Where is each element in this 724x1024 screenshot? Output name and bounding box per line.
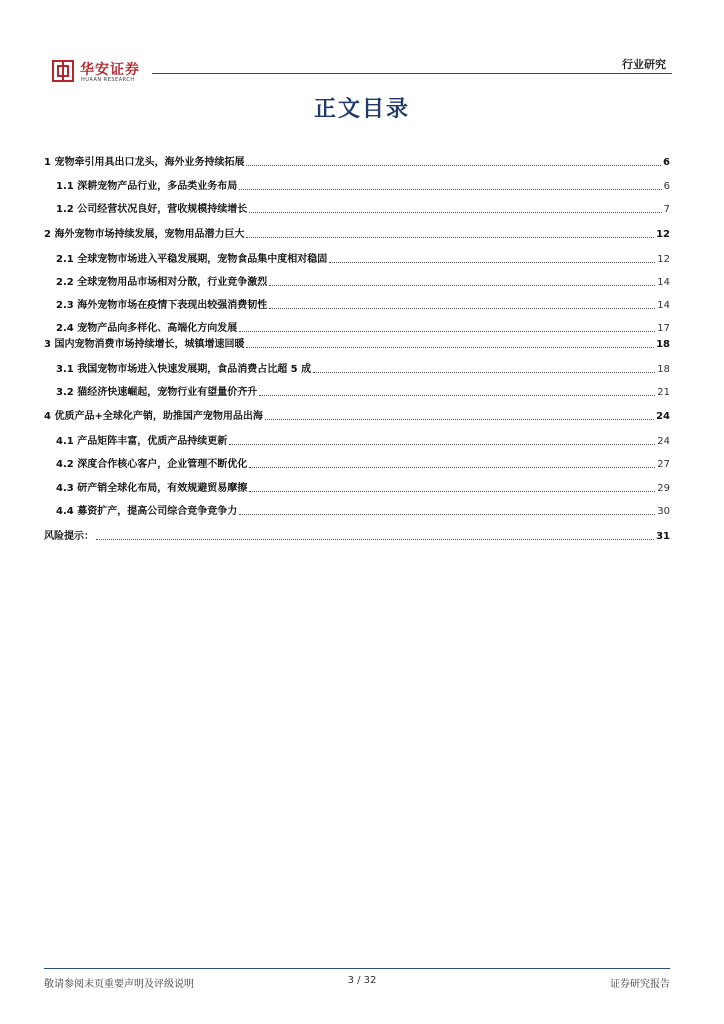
toc-entry[interactable] [44, 273, 670, 289]
toc-entry-title: 2.4 宠物产品向多样化、高端化方向发展 [56, 323, 238, 334]
footer-doc-type: 证券研究报告 [610, 979, 670, 990]
toc-entry[interactable] [44, 296, 670, 312]
toc-entry-page: 12 [657, 254, 670, 265]
toc-entry-page: 6 [663, 157, 670, 168]
toc-entry[interactable] [44, 153, 670, 169]
toc-entry-title: 4.1 产品矩阵丰富，优质产品持续更新 [56, 436, 228, 447]
toc-entry-title: 1.2 公司经营状况良好，营收规模持续增长 [56, 204, 248, 215]
page-header [52, 56, 672, 86]
toc-entry[interactable] [44, 479, 670, 495]
page-title: 正文目录 [313, 97, 410, 122]
toc-leader-dots [249, 212, 661, 213]
toc-entry[interactable] [44, 527, 670, 543]
page-indicator: 3 / 32 [347, 975, 377, 986]
toc-entry-page: 17 [657, 323, 670, 334]
toc-entry[interactable] [44, 250, 670, 266]
toc-leader-dots [246, 165, 661, 166]
toc-entry-title: 2 海外宠物市场持续发展，宠物用品潜力巨大 [44, 229, 245, 240]
toc-entry-title: 3.1 我国宠物市场进入快速发展期，食品消费占比超 5 成 [56, 364, 312, 375]
toc-entry-title: 1.1 深耕宠物产品行业，多品类业务布局 [56, 181, 238, 192]
toc-entry-page: 24 [657, 436, 670, 447]
toc-leader-dots [239, 514, 655, 515]
toc-entry[interactable] [44, 407, 670, 423]
toc-entry[interactable] [44, 502, 670, 518]
toc-leader-dots [239, 189, 661, 190]
toc-entry-title: 1 宠物牵引用具出口龙头，海外业务持续拓展 [44, 157, 245, 168]
report-category: 行业研究 [622, 58, 666, 71]
toc-leader-dots [246, 237, 654, 238]
toc-leader-dots [96, 539, 654, 540]
toc-leader-dots [269, 285, 655, 286]
logo-icon [52, 60, 74, 82]
toc-leader-dots [249, 467, 655, 468]
toc-entry-page: 18 [656, 339, 670, 350]
toc-entry-title: 2.2 全球宠物用品市场相对分散，行业竞争激烈 [56, 277, 268, 288]
toc-leader-dots [246, 347, 654, 348]
logo-text: 华安证券 [80, 62, 140, 78]
toc-entry-title: 4.4 募资扩产，提高公司综合竞争竞争力 [56, 506, 238, 517]
toc-leader-dots [313, 372, 655, 373]
toc-entry-title: 3 国内宠物消费市场持续增长，城镇增速回暖 [44, 339, 245, 350]
toc-entry-page: 18 [657, 364, 670, 375]
logo-subtext: HUAAN RESEARCH [81, 77, 135, 83]
toc-entry-page: 30 [657, 506, 670, 517]
header-divider [152, 73, 672, 74]
toc-entry-title: 风险提示： [44, 531, 94, 542]
toc-entry[interactable] [44, 360, 670, 376]
toc-entry[interactable] [44, 200, 670, 216]
toc-entry-page: 6 [663, 181, 670, 192]
toc-entry-title: 2.1 全球宠物市场进入平稳发展期，宠物食品集中度相对稳固 [56, 254, 328, 265]
footer-disclaimer: 敬请参阅末页重要声明及评级说明 [44, 979, 194, 990]
toc-entry[interactable] [44, 432, 670, 448]
toc-leader-dots [249, 491, 655, 492]
toc-entry-title: 2.3 海外宠物市场在疫情下表现出较强消费韧性 [56, 300, 268, 311]
toc-entry-page: 24 [656, 411, 670, 422]
toc-leader-dots [269, 308, 655, 309]
toc-leader-dots [239, 331, 655, 332]
toc-entry[interactable] [44, 383, 670, 399]
toc-leader-dots [265, 419, 654, 420]
footer-divider [44, 968, 670, 969]
toc-entry-title: 4.3 研产销全球化布局，有效规避贸易摩擦 [56, 483, 248, 494]
toc-leader-dots [259, 395, 655, 396]
toc-entry-title: 4 优质产品+全球化产销，助推国产宠物用品出海 [44, 411, 263, 422]
toc-entry-page: 14 [657, 277, 670, 288]
toc-entry-page: 27 [657, 459, 670, 470]
toc-entry-title: 4.2 深度合作核心客户，企业管理不断优化 [56, 459, 248, 470]
toc-entry[interactable] [44, 455, 670, 471]
toc-leader-dots [329, 262, 655, 263]
toc-entry-page: 14 [657, 300, 670, 311]
toc-entry-page: 29 [657, 483, 670, 494]
toc-entry-page: 12 [656, 229, 670, 240]
toc-entry[interactable] [44, 335, 670, 351]
toc-entry[interactable] [44, 225, 670, 241]
toc-entry-page: 31 [656, 531, 670, 542]
toc-entry-page: 21 [657, 387, 670, 398]
toc-leader-dots [229, 444, 655, 445]
toc-entry-page: 7 [663, 204, 670, 215]
toc-entry-title: 3.2 猫经济快速崛起，宠物行业有望量价齐升 [56, 387, 258, 398]
toc-entry[interactable] [44, 177, 670, 193]
toc-entry[interactable] [44, 319, 670, 335]
